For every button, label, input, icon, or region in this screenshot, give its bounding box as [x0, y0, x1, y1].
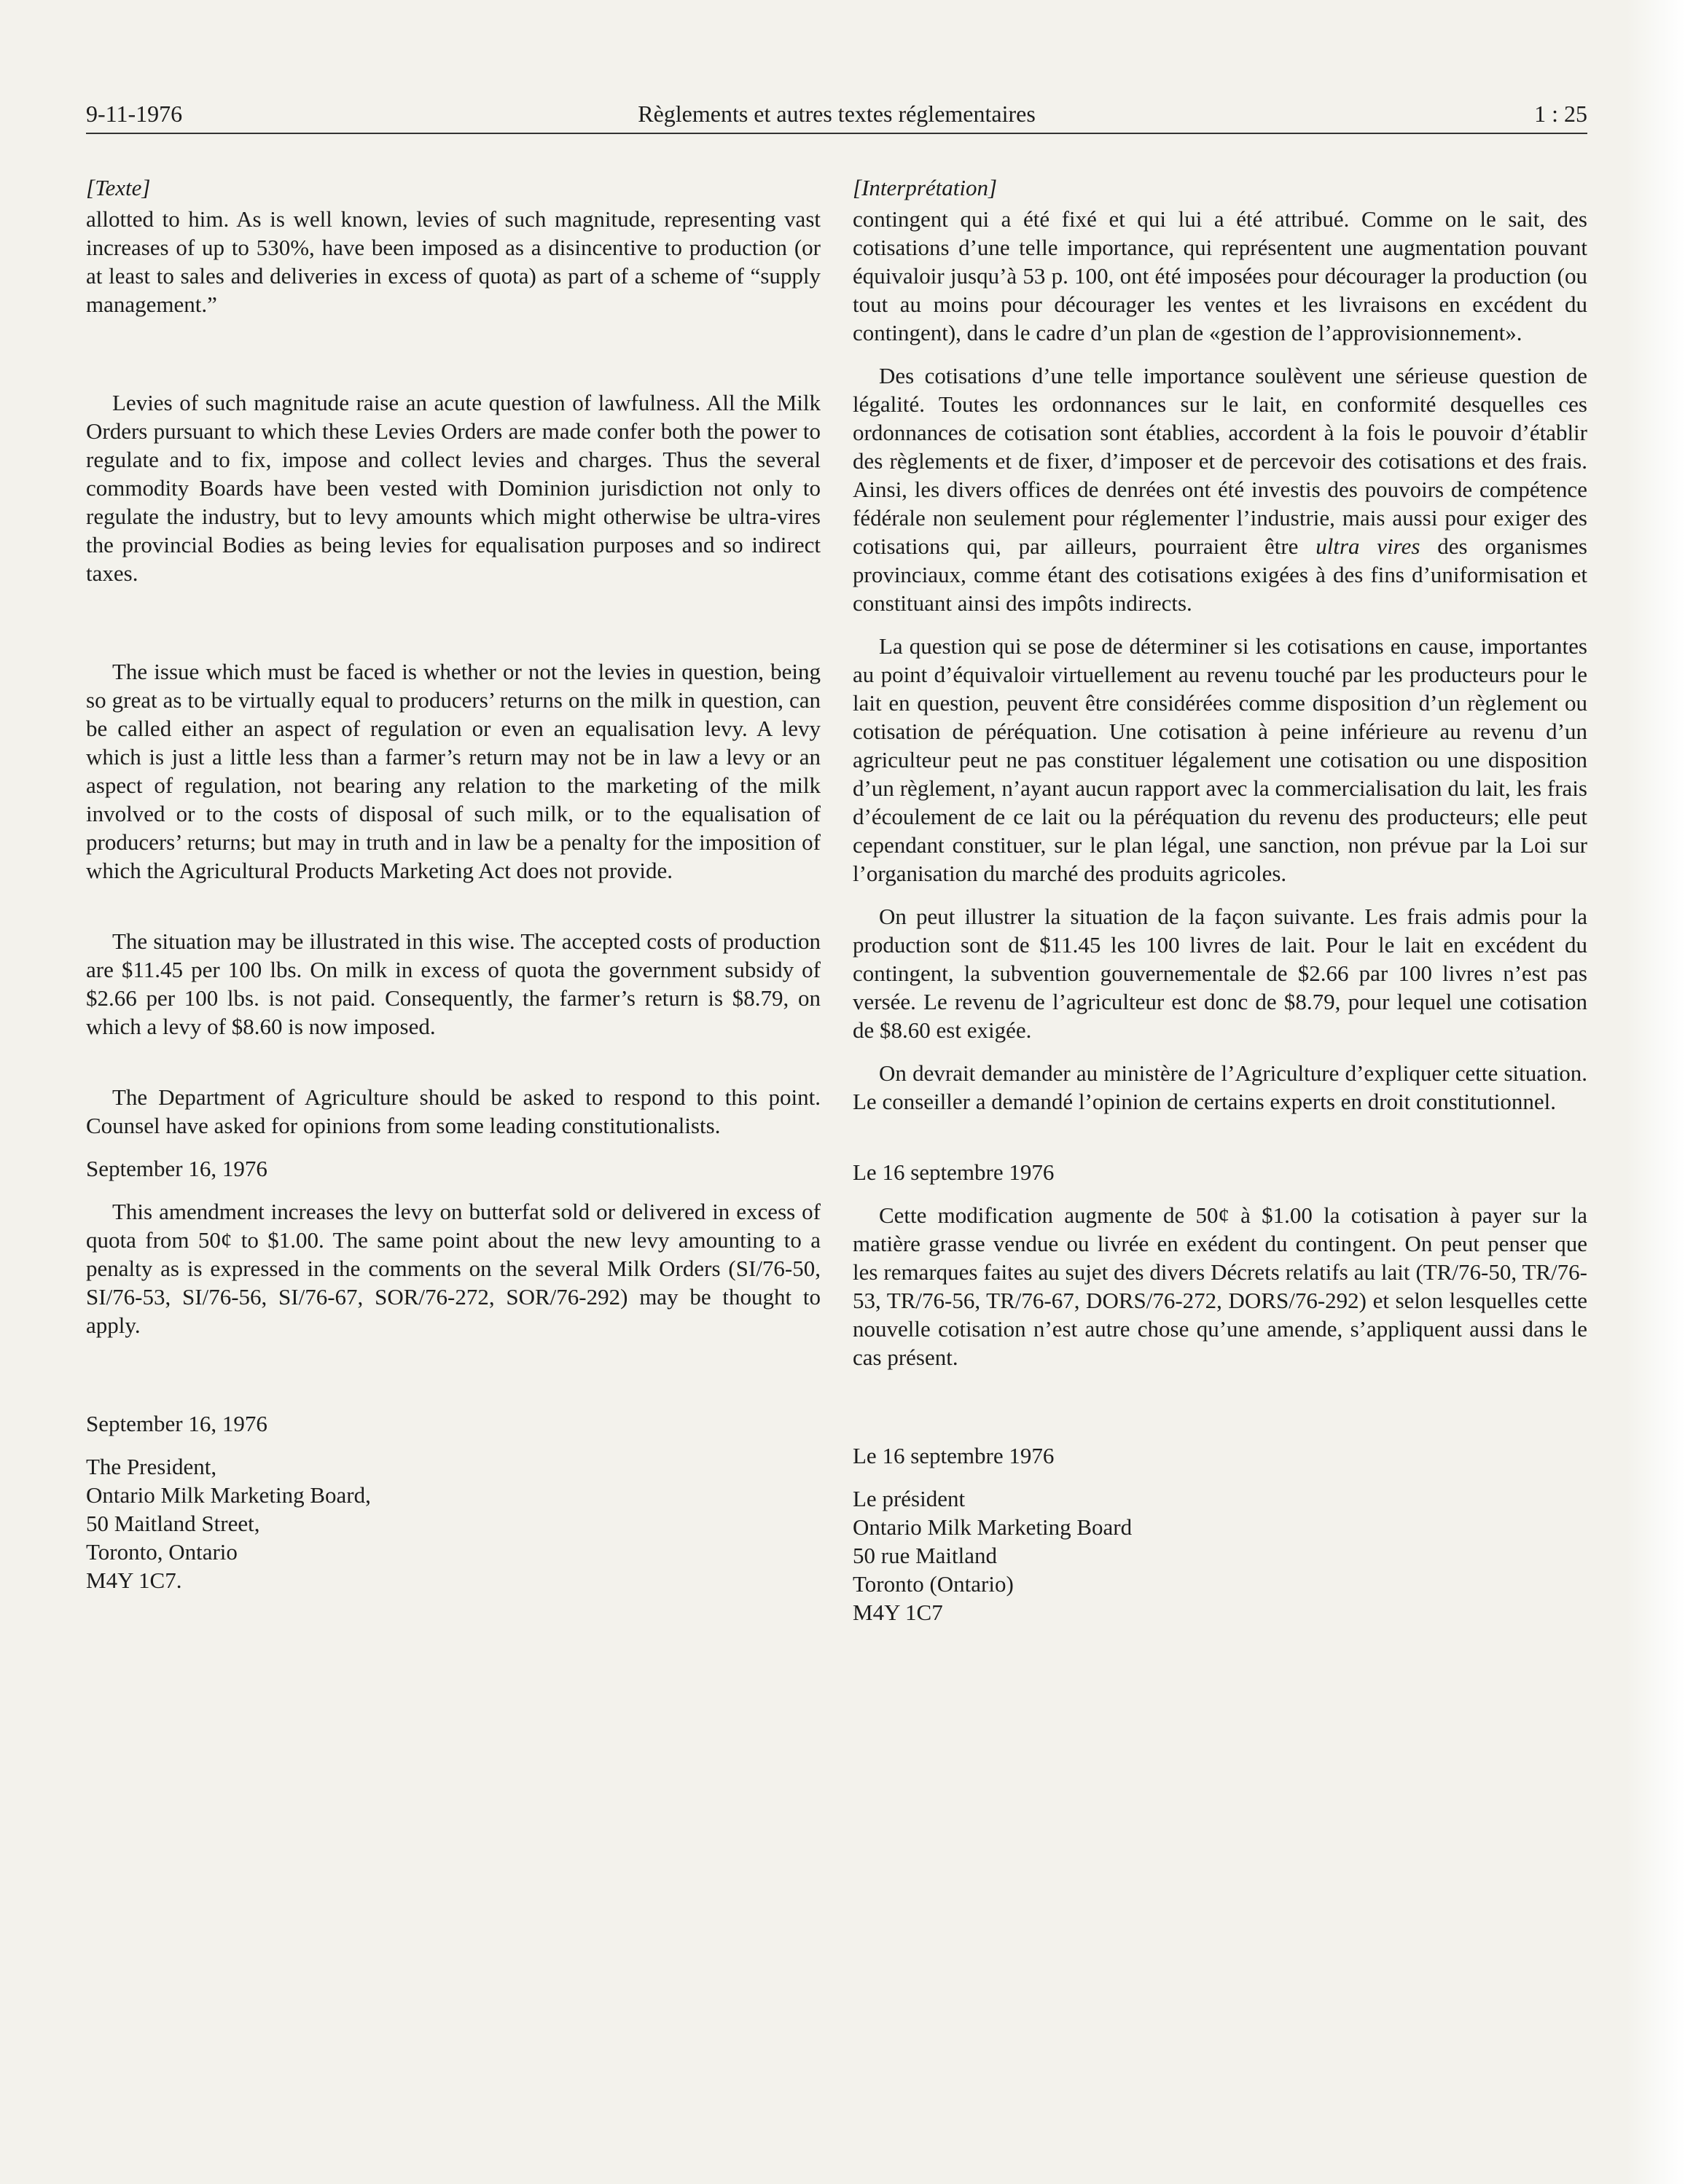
paragraph: The issue which must be faced is whether or not the levies in question, being so great as to be virtually equal to producers’ returns on the milk in question, can be called either an aspect of regulation or even an equalisation levy. A levy which is just a little less than a farmer’s return may not be in law a levy or an aspect of regulation, not bearing any relation to the marketing of the milk involved or to the costs of disposal of such milk, or to the equalisation of producers’ returns; but may in truth and in law be a penalty for the imposition of which the Agricultural Products Marketing Act does not provide. — [86, 659, 821, 883]
date-line: September 16, 1976 — [86, 1156, 267, 1181]
running-header — [86, 99, 1587, 136]
paragraph: On peut illustrer la situation de la façon suivante. Les frais admis pour la production sont de $11.45 les 100 livres de lait. Pour le lait en excédent du contingent, la subvention gouvernementale de $2.66 par 100 livres n’est pas versée. Le revenu de l’agriculteur est donc de $8.79, pour lequel une cotisation de $8.60 est exigée. — [853, 904, 1587, 1043]
column-label-texte: [Texte] — [86, 175, 151, 200]
paragraph: Cette modification augmente de 50¢ à $1.00 la cotisation à payer sur la matière grasse vendue ou livrée en exédent du contingent. On peut penser que les remarques faites au sujet des divers Décrets relatifs au lait (TR/76-50, TR/76-53, TR/76-56, TR/76-67, DORS/76-272, DORS/76-292) et selon lesquelles cette nouvelle cotisation n’est autre chose qu’une amende, s’appliquent aussi dans le cas présent. — [853, 1202, 1587, 1370]
date-line: September 16, 1976 — [86, 1411, 267, 1436]
paragraph: The situation may be illustrated in this wise. The accepted costs of production are $11.45 per 100 lbs. On milk in excess of quota the government subsidy of $2.66 per 100 lbs. is not paid. Consequently, the farmer’s return is $8.79, on which a levy of $8.60 is now imposed. — [86, 928, 821, 1039]
address-line: Toronto, Ontario — [86, 1539, 238, 1565]
french-column — [853, 173, 1587, 1627]
paragraph: allotted to him. As is well known, levies of such magnitude, representing vast increases of up to 530%, have been imposed as a disincentive to production (or at least to sales and deliveries in excess of quota) as part of a scheme of “supply management.” — [86, 206, 821, 317]
paragraph: Levies of such magnitude raise an acute question of lawfulness. All the Milk Orders pursuant to which these Levies Orders are made confer both the power to regulate and to fix, impose and collect levies and charges. Thus the several commodity Boards have been vested with Dominion jurisdiction not only to regulate the industry, but to levy amounts which might otherwise be ultra-vires the provincial Bodies as being levies for equalisation purposes and so indirect taxes. — [86, 390, 821, 586]
address-line: Toronto (Ontario) — [853, 1571, 1014, 1597]
address-line: The President, — [86, 1454, 217, 1479]
paragraph: This amendment increases the levy on butterfat sold or delivered in excess of quota from 50¢ to $1.00. The same point about the new levy amounting to a penalty as is expressed in the comments on the several Milk Orders (SI/76-50, SI/76-53, SI/76-56, SI/76-67, SOR/76-272, SOR/76-292) may be thought to apply. — [86, 1199, 821, 1338]
address-line: Ontario Milk Marketing Board, — [86, 1482, 371, 1508]
address-block — [853, 1484, 1587, 1627]
paragraph — [853, 361, 1587, 617]
address-line: 50 Maitland Street, — [86, 1511, 260, 1536]
paragraph-text: Des cotisations d’une telle importance soulèvent une sérieuse question de légalité. Toutes les ordonnances sur le lait, en conformité desquelles ces ordonnances de cotisation sont établies, accordent à la fois le pouvoir d’établir des règlements et de fixer, d’imposer et de percevoir des cotisations et des frais. Ainsi, les divers offices de denrées ont été investis des pouvoirs de compétence fédérale non seulement pour réglementer l’industrie, mais aussi pour exiger des cotisations qui, par ailleurs, pourraient être — [853, 363, 1587, 559]
paragraph: On devrait demander au ministère de l’Agriculture d’expliquer cette situation. Le conseiller a demandé l’opinion de certains experts en droit constitutionnel. — [853, 1060, 1587, 1114]
header-date: 9-11-1976 — [86, 101, 183, 127]
header-title: Règlements et autres textes réglementaires — [638, 101, 1036, 127]
address-block — [86, 1452, 821, 1594]
paragraph: The Department of Agriculture should be asked to respond to this point. Counsel have asked for opinions from some leading constitutionalists. — [86, 1084, 821, 1138]
ultra-vires-term: ultra vires — [1315, 533, 1420, 559]
address-line: M4Y 1C7 — [853, 1600, 943, 1625]
paragraph: contingent qui a été fixé et qui lui a été attribué. Comme on le sait, des cotisations d’une telle importance, qui représentent une augmentation pouvant équivaloir jusqu’à 53 p. 100, ont été imposées pour décourager la production (ou tout au moins pour décourager les ventes et les livraisons en excédent du contingent), dans le cadre d’un plan de «gestion de l’approvisionnement». — [853, 206, 1587, 345]
column-label-interpretation: [Interprétation] — [853, 175, 998, 200]
paragraph: La question qui se pose de déterminer si les cotisations en cause, importantes au point d’équivaloir virtuellement au revenu touché par les producteurs pour le lait en question, peuvent être considérées comme disposition d’un règlement ou cotisation de péréquation. Une cotisation à peine inférieure au revenu d’un agriculteur peut ne pas constituer légalement une cotisation ou une disposition d’un règlement, n’ayant aucun rapport avec la commercialisation du lait, les frais d’écoulement de ce lait ou la péréquation du revenu des producteurs; elle peut cependant constituer, sur le plan légal, une sanction, non prévue par la Loi sur l’organisation du marché des produits agricoles. — [853, 633, 1587, 886]
address-line: M4Y 1C7. — [86, 1567, 182, 1593]
page-edge-shadow — [1627, 0, 1685, 2184]
date-line: Le 16 septembre 1976 — [853, 1443, 1055, 1468]
header-page-number: 1 : 25 — [1534, 101, 1587, 127]
header-rule — [86, 133, 1587, 134]
address-line: 50 rue Maitland — [853, 1543, 998, 1568]
address-line: Le président — [853, 1486, 966, 1511]
address-line: Ontario Milk Marketing Board — [853, 1514, 1133, 1540]
english-column — [86, 173, 821, 1594]
paragraph-text: des organismes provinciaux, comme étant des cotisations exigées à des fins d’uniformisation et constituant ainsi des impôts indirects. — [853, 533, 1587, 616]
date-line: Le 16 septembre 1976 — [853, 1159, 1055, 1185]
